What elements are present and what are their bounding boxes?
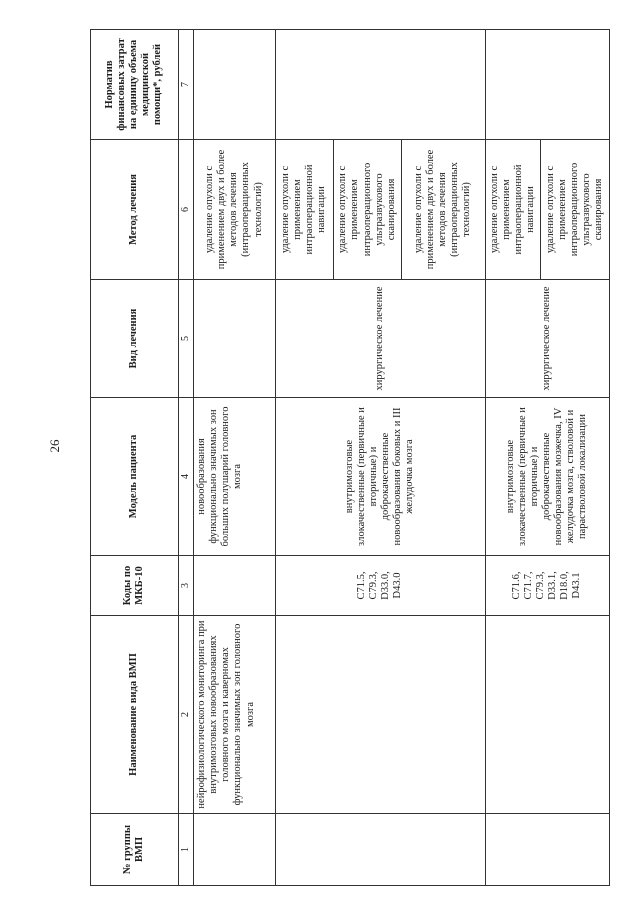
cell-method: удаление опухоли с применением интраоперационного ультразвукового сканирования [541,140,610,280]
header-codes: Коды по МКБ-10 [91,556,179,616]
cell-name [275,616,485,814]
cell-method: удаление опухоли с применением двух и более методов лечения (интраоперационных технологий) [402,140,485,280]
page-number: 26 [47,439,62,453]
rotated-table-area [90,30,610,886]
col-number: 7 [178,30,194,140]
cell-codes: C71.6, C71.7, C79.3, D33.1, D18.0, D43.1 [485,556,609,616]
col-number: 2 [178,616,194,814]
cell-treatment: хирургическое лечение [275,280,485,398]
cell-norm [194,30,275,140]
table-row [275,30,333,886]
cell-method: удаление опухоли с применением интраоперационного ультразвукового сканирования [334,140,402,280]
header-name: Наименование вида ВМП [91,616,179,814]
header-model: Модель пациента [91,398,179,556]
cell-codes: C71.5, C79.3, D33.0, D43.0 [275,556,485,616]
cell-name: нейрофизиологического мониторинга при внутримозговых новообразованиях головного мозга и каверномах функционально значимых зон головного мозга [194,616,275,814]
table-row [194,30,275,886]
cell-norm [275,30,485,140]
cell-group [275,814,485,886]
cell-name [485,616,609,814]
cell-treatment [194,280,275,398]
cell-model: внутримозговые злокачественные (первичные и вторичные) и доброкачественные новообразования боковых и III желудочка мозга [275,398,485,556]
cell-method: удаление опухоли с применением двух и более методов лечения (интраоперационных технологий) [194,140,275,280]
column-number-row [178,30,194,886]
header-group: № группы ВМП [91,814,179,886]
col-number: 6 [178,140,194,280]
header-norm: Норматив финансовых затрат на единицу объема медицинской помощи*, рублей [91,30,179,140]
header-row [91,30,179,886]
col-number: 4 [178,398,194,556]
header-method: Метод лечения [91,140,179,280]
cell-method: удаление опухоли с применением интраоперационной навигации [485,140,541,280]
cell-codes [194,556,275,616]
cell-group [485,814,609,886]
cell-method: удаление опухоли с применением интраоперационной навигации [275,140,333,280]
cell-treatment: хирургическое лечение [485,280,609,398]
table-sheet [90,30,610,886]
cell-norm [485,30,609,140]
header-treatment: Вид лечения [91,280,179,398]
vmp-table [90,29,610,886]
col-number: 1 [178,814,194,886]
table-row [485,30,541,886]
cell-group [194,814,275,886]
cell-model: внутримозговые злокачественные (первичные и вторичные) и доброкачественные новообразования мозжечка, IV желудочка мозга, стволовой и парастволовой локализации [485,398,609,556]
col-number: 5 [178,280,194,398]
col-number: 3 [178,556,194,616]
cell-model: новообразования функционально значимых зон больших полушарий головного мозга [194,398,275,556]
